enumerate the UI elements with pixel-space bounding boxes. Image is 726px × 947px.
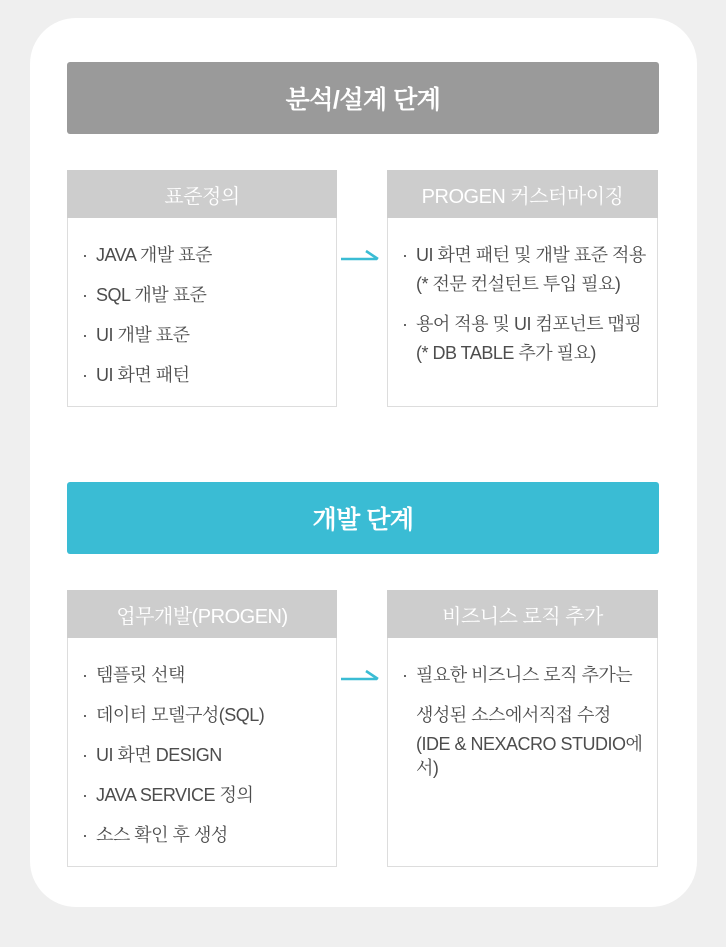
bullet-icon: · <box>402 314 408 334</box>
bullet-icon: · <box>82 745 88 765</box>
list-item <box>80 703 326 727</box>
list-item-text: (* DB TABLE 추가 필요) <box>416 343 596 363</box>
list-item-text: 템플릿 선택 <box>96 665 185 685</box>
development-stage-title: 개발 단계 <box>312 506 414 534</box>
task-development-box-body <box>67 638 337 867</box>
right-arrow-icon <box>340 246 380 266</box>
business-logic-box-body <box>387 638 658 867</box>
analysis-design-stage-header <box>67 62 659 134</box>
list-item <box>400 703 647 727</box>
list-item <box>80 243 326 267</box>
list-item <box>80 823 326 847</box>
task-development-box <box>67 590 337 867</box>
list-item-text: 용어 적용 및 UI 컴포넌트 맵핑 <box>416 314 642 334</box>
list-item <box>400 663 647 687</box>
list-item <box>400 732 647 780</box>
list-item <box>80 323 326 347</box>
list-item <box>80 663 326 687</box>
task-development-box-title: 업무개발(PROGEN) <box>116 605 288 628</box>
list-item-text: SQL 개발 표준 <box>96 285 207 305</box>
progen-customizing-box <box>387 170 658 407</box>
list-item-text: 데이터 모델구성(SQL) <box>96 705 265 725</box>
content-card <box>30 18 697 907</box>
list-item-text: (IDE & NEXACRO STUDIO에서) <box>416 734 643 778</box>
business-logic-box-title: 비즈니스 로직 추가 <box>442 605 603 628</box>
list-item-text: (* 전문 컨설턴트 투입 필요) <box>416 274 621 294</box>
development-stage-header <box>67 482 659 554</box>
list-item <box>80 783 326 807</box>
analysis-design-stage-title: 분석/설계 단계 <box>285 86 441 114</box>
progen-customizing-box-body <box>387 218 658 407</box>
list-item-text: 필요한 비즈니스 로직 추가는 <box>416 665 633 685</box>
list-item-text: UI 개발 표준 <box>96 325 190 345</box>
bullet-icon: · <box>82 705 88 725</box>
list-item <box>400 341 647 365</box>
bullet-icon: · <box>82 825 88 845</box>
list-item <box>80 363 326 387</box>
progen-customizing-box-title: PROGEN 커스터마이징 <box>421 185 624 208</box>
progen-customizing-box-title-bar <box>387 170 658 218</box>
bullet-icon: · <box>82 245 88 265</box>
list-item <box>400 312 647 336</box>
bullet-icon: · <box>402 665 408 685</box>
bullet-icon: · <box>402 245 408 265</box>
list-item-text: 소스 확인 후 생성 <box>96 825 228 845</box>
list-item <box>400 243 647 267</box>
standard-definition-box-title: 표준정의 <box>164 185 240 208</box>
list-item-text: 생성된 소스에서직접 수정 <box>416 705 611 725</box>
list-item-text: UI 화면 패턴 <box>96 365 190 385</box>
list-item <box>80 743 326 767</box>
business-logic-box <box>387 590 658 867</box>
list-item <box>400 272 647 296</box>
right-arrow-icon <box>340 666 380 686</box>
standard-definition-box <box>67 170 337 407</box>
bullet-icon: · <box>82 365 88 385</box>
list-item <box>80 283 326 307</box>
standard-definition-box-body <box>67 218 337 407</box>
business-logic-box-title-bar <box>387 590 658 638</box>
bullet-icon: · <box>82 285 88 305</box>
bullet-icon: · <box>82 785 88 805</box>
task-development-box-title-bar <box>67 590 337 638</box>
list-item-text: UI 화면 DESIGN <box>96 745 222 765</box>
list-item-text: JAVA SERVICE 정의 <box>96 785 254 805</box>
standard-definition-box-title-bar <box>67 170 337 218</box>
bullet-icon: · <box>82 325 88 345</box>
list-item-text: UI 화면 패턴 및 개발 표준 적용 <box>416 245 646 265</box>
bullet-icon: · <box>82 665 88 685</box>
list-item-text: JAVA 개발 표준 <box>96 245 212 265</box>
